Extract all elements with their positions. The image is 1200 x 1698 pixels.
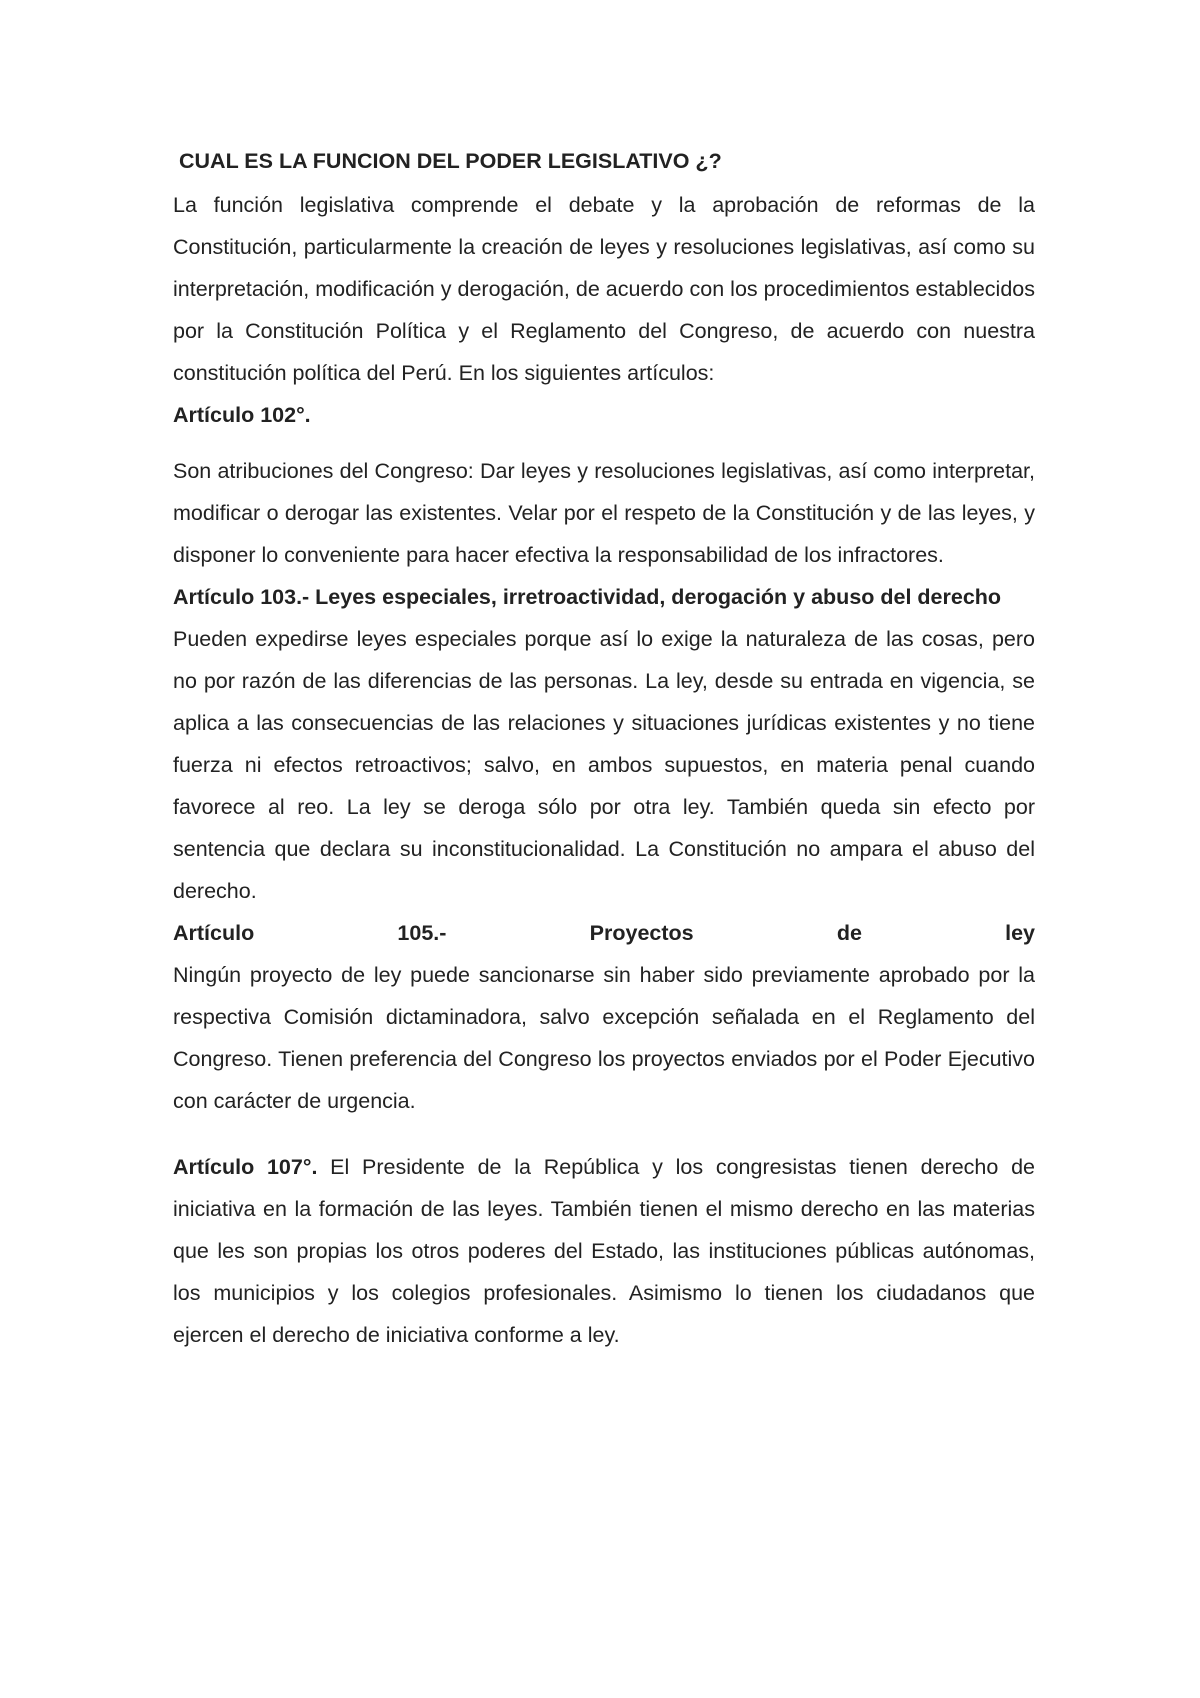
- document-title: CUAL ES LA FUNCION DEL PODER LEGISLATIVO ¿?: [179, 149, 722, 173]
- article-107-body: El Presidente de la República y los congresistas tienen derecho de iniciativa en la formación de las leyes. También tienen el mismo derecho en las materias que les son propias los otros poderes del Estado, las instituciones públicas autónomas, los municipios y los colegios profesionales. Asimismo lo tienen los ciudadanos que ejercen el derecho de iniciativa conforme a ley.: [173, 1155, 1035, 1347]
- article-103-heading: Artículo 103.- Leyes especiales, irretroactividad, derogación y abuso del derecho: [173, 585, 1002, 609]
- article-105-body: Ningún proyecto de ley puede sancionarse sin haber sido previamente aprobado por la respectiva Comisión dictaminadora, salvo excepción señalada en el Reglamento del Congreso. Tienen preferencia del Congreso los proyectos enviados por el Poder Ejecutivo con carácter de urgencia.: [173, 963, 1035, 1113]
- article-102-body: Son atribuciones del Congreso: Dar leyes y resoluciones legislativas, así como interpretar, modificar o derogar las existentes. Velar por el respeto de la Constitución y de las leyes, y disponer lo conveniente para hacer efectiva la responsabilidad de los infractores.: [173, 459, 1035, 567]
- article-105-heading: Artículo 105.- Proyectos de ley: [173, 921, 1035, 945]
- article-103-body: Pueden expedirse leyes especiales porque así lo exige la naturaleza de las cosas, pero no por razón de las diferencias de las personas. La ley, desde su entrada en vigencia, se aplica a las consecuencias de las relaciones y situaciones jurídicas existentes y no tiene fuerza ni efectos retroactivos; salvo, en ambos supuestos, en materia penal cuando favorece al reo. La ley se deroga sólo por otra ley. También queda sin efecto por sentencia que declara su inconstitucionalidad. La Constitución no ampara el abuso del derecho.: [173, 627, 1035, 903]
- article-102-heading: Artículo 102°.: [173, 403, 311, 427]
- document-page: [173, 140, 1035, 1356]
- intro-paragraph: La función legislativa comprende el debate y la aprobación de reformas de la Constitución, particularmente la creación de leyes y resoluciones legislativas, así como su interpretación, modificación y derogación, de acuerdo con los procedimientos establecidos por la Constitución Política y el Reglamento del Congreso, de acuerdo con nuestra constitución política del Perú. En los siguientes artículos:: [173, 193, 1035, 385]
- article-107-paragraph: [173, 1146, 1035, 1356]
- article-107-heading: Artículo 107°.: [173, 1155, 318, 1179]
